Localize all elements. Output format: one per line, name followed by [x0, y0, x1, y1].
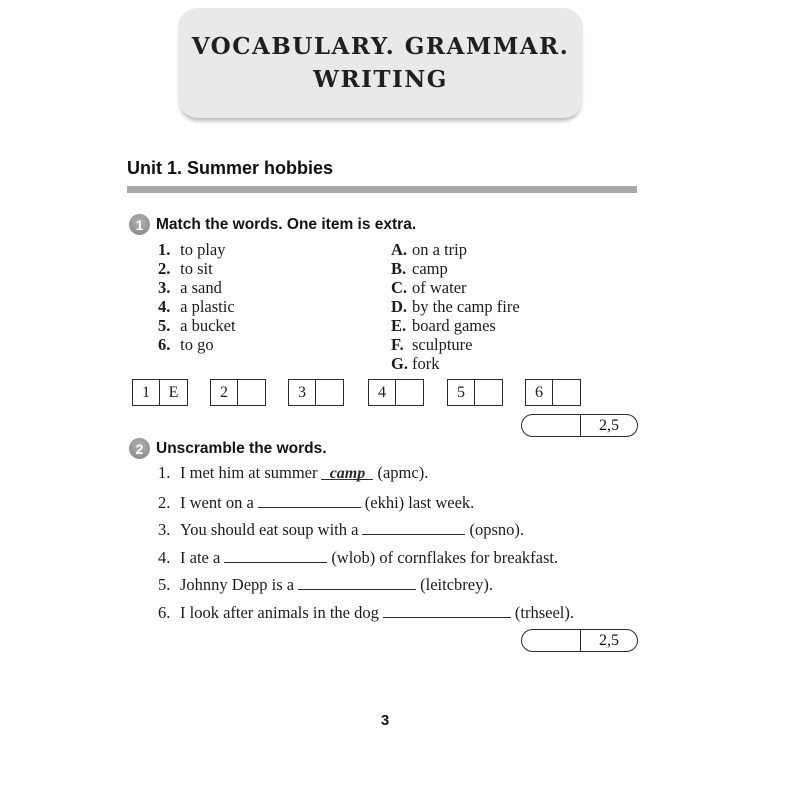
match-left-item — [158, 335, 236, 354]
match-right-item — [391, 240, 520, 259]
sentence-item — [158, 573, 574, 601]
item-letter: B. — [391, 259, 407, 278]
sentence-before: I met him at summer — [180, 463, 318, 482]
answer-box-6 — [525, 379, 581, 406]
exercise2-instruction: Unscramble the words. — [156, 439, 327, 457]
sentence-number: 3. — [158, 520, 171, 539]
match-left-item — [158, 259, 236, 278]
exercise2-score-pill — [521, 629, 638, 652]
sentence-before: I ate a — [180, 547, 221, 567]
score-empty-cell — [522, 630, 581, 651]
item-number: 6. — [158, 335, 171, 354]
fill-in-blank — [362, 518, 465, 535]
sentence-number: 1. — [158, 463, 171, 482]
exercise1-score-pill — [521, 414, 638, 437]
item-text: to play — [180, 240, 226, 259]
answer-box-2 — [210, 379, 266, 406]
sentence-before: I went on a — [180, 492, 254, 512]
sentence-after: (opsno). — [469, 520, 525, 539]
sentence-after: (wlob) of cornflakes for breakfast. — [331, 547, 559, 567]
match-right-item — [391, 278, 520, 297]
answer-box-label: 2 — [211, 380, 238, 405]
match-left-item — [158, 316, 236, 335]
item-text: a plastic — [180, 297, 235, 316]
sentence-before: You should eat soup with a — [180, 520, 359, 539]
match-left-item — [158, 297, 236, 316]
match-left-column — [158, 240, 236, 354]
score-max-value: 2,5 — [599, 631, 619, 649]
exercise2-sentences — [158, 463, 574, 628]
sentence-item — [158, 601, 574, 629]
item-number: 1. — [158, 240, 171, 259]
answer-box-value — [553, 380, 580, 405]
score-max-value: 2,5 — [599, 416, 619, 434]
sentence-after: (apmc). — [377, 463, 429, 482]
item-letter: F. — [391, 335, 404, 354]
match-right-item — [391, 259, 520, 278]
item-letter: C. — [391, 278, 408, 297]
section-title-line-2: WRITING — [313, 66, 448, 93]
answer-boxes-row — [0, 379, 800, 406]
unit-title: Unit 1. Summer hobbies — [127, 158, 334, 178]
answer-box-3 — [288, 379, 344, 406]
item-text: board games — [412, 316, 496, 335]
answer-box-1 — [132, 379, 188, 406]
item-text: by the camp fire — [412, 297, 520, 316]
item-number: 5. — [158, 316, 171, 335]
answer-box-value — [238, 380, 265, 405]
item-letter: A. — [391, 240, 408, 259]
answer-box-value — [396, 380, 423, 405]
answer-box-label: 4 — [369, 380, 396, 405]
item-text: fork — [412, 354, 440, 373]
item-number: 2. — [158, 259, 171, 278]
answer-box-label: 6 — [526, 380, 553, 405]
exercise1-instruction: Match the words. One item is extra. — [156, 215, 417, 233]
exercise2-header — [129, 438, 327, 459]
match-left-item — [158, 278, 236, 297]
sentence-item — [158, 518, 574, 546]
item-text: of water — [412, 278, 467, 297]
exercise1-number-badge: 1 — [129, 214, 150, 235]
item-number: 4. — [158, 297, 171, 316]
fill-in-blank — [224, 546, 327, 563]
sentence-item — [158, 463, 574, 491]
item-number: 3. — [158, 278, 171, 297]
sentence-before: I look after animals in the dog — [180, 602, 379, 622]
page-number: 3 — [380, 712, 390, 729]
item-text: to sit — [180, 259, 213, 278]
item-text: to go — [180, 335, 214, 354]
item-letter: D. — [391, 297, 408, 316]
answer-box-value — [316, 380, 343, 405]
score-empty-cell — [522, 415, 581, 436]
answer-box-label: 3 — [289, 380, 316, 405]
item-text: a sand — [180, 278, 222, 297]
sentence-after: (leitcbrey). — [420, 575, 493, 594]
answer-box-label: 5 — [448, 380, 475, 405]
answer-box-value — [475, 380, 502, 405]
answer-box-value: E — [168, 383, 179, 401]
fill-in-blank — [258, 491, 361, 508]
sentence-after: (trhseel). — [514, 602, 574, 622]
item-letter: E. — [391, 316, 407, 335]
item-text: a bucket — [180, 316, 236, 335]
unit-divider-rule — [127, 186, 637, 193]
sentence-after: (ekhi) last week. — [364, 492, 475, 512]
sentence-item — [158, 491, 574, 519]
match-left-item — [158, 240, 236, 259]
exercise2-number-badge: 2 — [129, 438, 150, 459]
match-right-item — [391, 297, 520, 316]
fill-in-blank — [298, 573, 416, 590]
fill-in-blank — [321, 463, 373, 480]
match-right-item — [391, 316, 520, 335]
written-answer: camp — [329, 465, 366, 482]
sentence-item — [158, 546, 574, 574]
exercise1-header — [129, 214, 416, 235]
item-text: sculpture — [412, 335, 473, 354]
item-text: camp — [412, 259, 448, 278]
answer-box-4 — [368, 379, 424, 406]
item-letter: G. — [391, 354, 408, 373]
sentence-number: 4. — [158, 547, 171, 567]
match-right-column — [391, 240, 520, 373]
sentence-number: 5. — [158, 575, 171, 594]
sentence-number: 6. — [158, 602, 171, 622]
item-text: on a trip — [412, 240, 467, 259]
sentence-number: 2. — [158, 492, 171, 512]
answer-box-5 — [447, 379, 503, 406]
answer-box-label: 1 — [133, 380, 160, 405]
section-title-line-1: VOCABULARY. GRAMMAR. — [191, 33, 570, 60]
fill-in-blank — [383, 601, 511, 618]
match-right-item — [391, 335, 520, 354]
match-right-item — [391, 354, 520, 373]
section-header-box — [178, 8, 583, 118]
sentence-before: Johnny Depp is a — [180, 575, 295, 594]
